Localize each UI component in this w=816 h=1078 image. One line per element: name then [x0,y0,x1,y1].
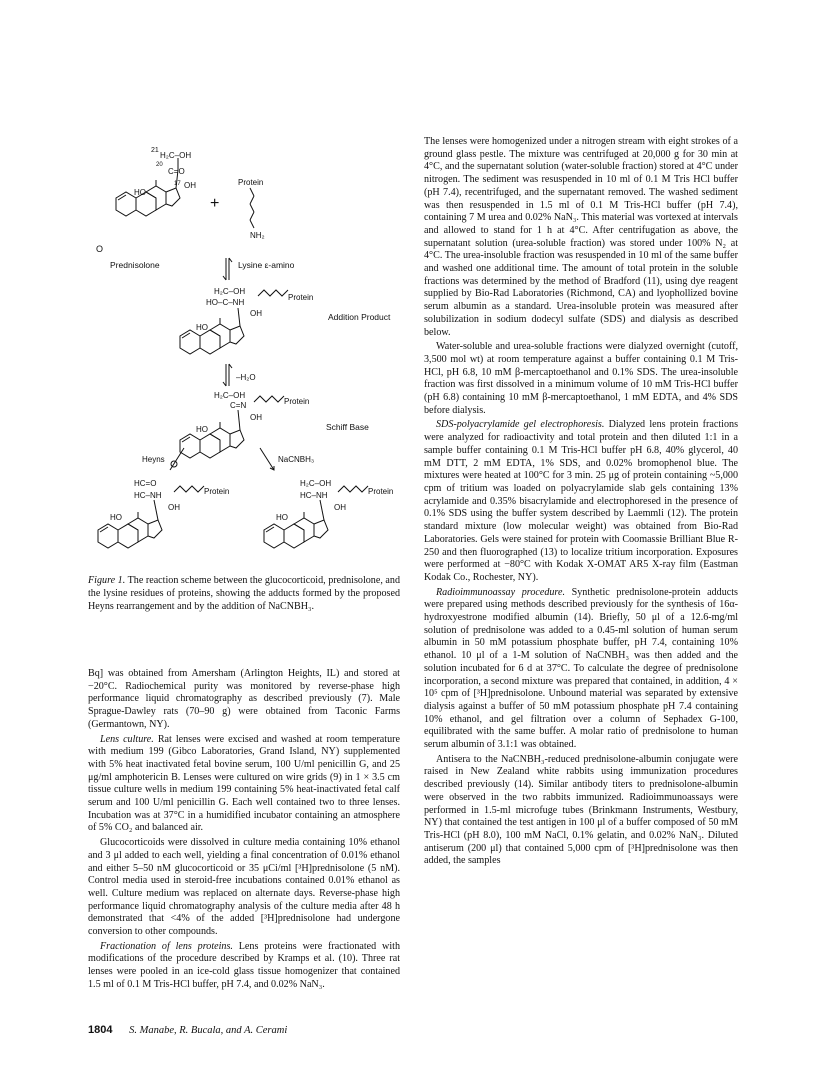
minus-water-label: –H₂O [236,373,256,382]
reduced-top: H₂C–OH [300,479,332,488]
addition-ho: HO [196,323,208,332]
ria-heading: Radioimmunoassay procedure. [436,586,565,598]
ria-text: Synthetic prednisolone-protein adducts were prepared using methods described previously for the synthesis of 16α-hydroxyestrone modified albumin (14). Briefly, 50 μl of a 12.6-mg/ml solution of prednisolone was added to a 0.45-ml solution of human serum albumin in 50 mM potassium phosphate buffer, pH 7.4, containing 10% ethanol. 10 μl of a 1-M solution of NaCNBH₃ was then added and the solution incubated for 6 d at 37°C. To calculate the degree of prednisolone incorporation, a second mixture was prepared that contained, in addition, 4 × 10⁵ cpm of [³H]prednisolone. Unbound material was separated by extensive dialysis against a buffer of 50 mM potassium phosphate pH 7.4 containing 10% ethanol, and gel filtration over a column of Sephadex G-100, equilibrated with the same buffer. A molar ratio of prednisolone to human serum albumin of 3.1:1 was obtained. [424,586,738,751]
antisera-paragraph: Antisera to the NaCNBH₃-reduced prednisolone-albumin conjugate were raised in New Zealand white rabbits using immunization procedures described previously (14). Similar antibody titers to prednisolone-albumin were observed in the two rabbits immunized. Radioimmunoassays were performed in 1.5-ml microfuge tubes (Brinkmann Instruments, Westbury, NY) that contained the test antigen in 100 μl of a buffer composed of 50 mM Tris-HCl (pH 8.0), 100 mM NaCl, 0.1% gelatin, and 0.02% NaN₃. Diluted antiserum (200 μl) that contained 5,000 cpm of [³H]prednisolone was then added, the samples [424,753,738,867]
addition-mid: HO–C–NH [206,298,245,307]
heyns-label: Heyns [142,455,165,464]
heyns-arrow [170,448,184,470]
caption-text: The reaction scheme between the glucocorticoid, prednisolone, and the lysine residues of proteins, showing the adducts formed by the proposed Heyns rearrangement and by the addition of NaCNBH₃. [88,575,400,612]
lysine-label: Lysine ε-amino [238,260,295,270]
c20-label: 20 [156,162,163,168]
right-column [424,136,738,870]
reaction-scheme-figure [88,140,408,570]
heyns-ho: HO [110,513,122,522]
prednisolone-co: C=O [168,167,185,176]
sds-page-paragraph [424,419,738,584]
prednisolone-chain-top: H₂C–OH [160,151,192,160]
addition-product-label: Addition Product [328,312,391,322]
reduced-oh: OH [334,503,346,512]
ria-paragraph [424,587,738,752]
sds-page-heading: SDS-polyacrylamide gel electrophoresis. [436,419,605,431]
glucocorticoids-paragraph: Glucocorticoids were dissolved in culture media containing 10% ethanol and 3 μl added to each well, yielding a final concentration of 0.01% ethanol and either 5–50 nM glucocorticoid or 35 μCi/ml [³H]prednisolone (5 nM). Control media used in steroid-free incubations contained 0.01% ethanol as well. Culture medium was replaced on alternate days. Reverse-phase high performance liquid chromatography analysis of the culture media after 48 h demonstrated that <4% of the added [³H]prednisolone had undergone conversion to other compounds. [88,837,400,938]
prednisolone-ho11: HO [134,188,146,197]
addition-oh: OH [250,309,262,318]
nacnbh3-arrow [260,448,274,470]
fractionation-heading: Fractionation of lens proteins. [100,940,233,952]
c21-label: 21 [151,147,159,154]
lens-culture-text: Rat lenses were excised and washed at room temperature with medium 199 (Gibco Laboratories, Grand Island, NY) supplemented with 5% heat inactivated fetal bovine serum, 100 U/ml penicillin G, and 25 μg/ml amphotericin B. Lenses were cultured on wire grids (9) in 1 × 3.5 cm tissue culture wells in medium 199 containing 5% heat-inactivated fetal calf serum and 100 U/ml penicillin G. Each well contained two to three lenses. Incubation was at 37°C in a humidified incubator containing an atmosphere of 5% CO₂ and balanced air. [88,733,400,834]
schiff-ho: HO [196,425,208,434]
c17-label: 17 [174,181,181,187]
heyns-mid: HC–NH [134,491,162,500]
reduced-mid: HC–NH [300,491,328,500]
heyns-protein: Protein [204,487,230,496]
lysine-protein-label: Protein [238,178,264,187]
lysine-nh2: NH₂ [250,231,265,240]
schiff-base-label: Schiff Base [326,422,369,432]
plus-sign: + [210,195,220,212]
addition-chain-top: H₂C–OH [214,287,246,296]
left-column [88,668,400,994]
o-label: O [96,244,104,254]
reduced-ho: HO [276,513,288,522]
caption-label: Figure 1. [88,575,126,586]
equilibrium-arrow-1 [223,258,232,280]
reduced-protein: Protein [368,487,394,496]
schiff-protein: Protein [284,397,310,406]
homogenization-paragraph: The lenses were homogenized under a nitrogen stream with eight strokes of a ground glass pestle. The mixture was centrifuged at 20,000 g for 30 min at 4°C, and the supernatant solution (water-soluble fraction) stored at 4°C under nitrogen. The sediment was resuspended in 10 ml of 0.1 M Tris HCl buffer (pH 7.4), recentrifuged, and the supernatant removed. The washed sediment was then resuspended in 1.5 ml of 0.1 M Tris-HCl buffer (pH 7.4), containing 7 M urea and 0.02% NaN₃. This material was vortexed at intervals and allowed to stand for 1 h at 4°C. After centrifugation as above, the supernatant solution (urea-soluble fraction) was stored under 100% N₂ at 4°C. The urea-insoluble fraction was resuspended in 10 ml of the same buffer and washed one additional time. The amount of total protein in the soluble fractions was determined by the method of Bradford (11), using dye reagent supplied by Bio-Rad Laboratories (Richmond, CA) and lyophollized bovine serum albumin as a standard. Urea-insoluble protein was measured after solubilization in sodium dodecyl sulfate (SDS) and dialysis as described below. [424,136,738,338]
addition-protein: Protein [288,293,314,302]
page-number: 1804 [88,1024,113,1036]
schiff-oh: OH [250,413,262,422]
footer-authors: S. Manabe, R. Bucala, and A. Cerami [129,1025,288,1036]
heyns-oh: OH [168,503,180,512]
lysine-structure [250,188,254,228]
nacnbh3-label: NaCNBH₃ [278,455,315,464]
lens-culture-heading: Lens culture. [100,733,154,745]
fractionation-text: Lens proteins were fractionated with modifications of the procedure described by Kramps et al. (10). Three rat lenses were pooled in an ice-cold glass tissue homogenizer that contained 1.5 ml of 0.1 M Tris-HCl buffer, pH 7.4, and 0.02% NaN₃. [88,940,400,990]
left-paragraph-0: Bq] was obtained from Amersham (Arlington Heights, IL) and stored at −20°C. Radiochemical purity was monitored by reverse-phase high performance liquid chromatography as described previously (7). Male Sprague-Dawley rats (70–90 g) were obtained from Taconic Farms (Germantown, NY). [88,668,400,730]
schiff-chain-top: H₂C–OH [214,391,246,400]
prednisolone-label: Prednisolone [110,260,160,270]
dialysis-paragraph: Water-soluble and urea-soluble fractions were dialyzed overnight (cutoff, 3,500 mol wt) at room temperature against a buffer containing 0.1 M Tris-HCl, pH 6.8, 10 mM β-mercaptoethanol and 0.1% SDS. The urea-insoluble fraction was first dissolved in a minimum volume of 10 mM Tris-HCl buffer (pH 6.8) containing 10 mM β-mercaptoethanol, 1 mM EDTA, and 4% SDS before dialysis. [424,341,738,416]
lens-culture-paragraph [88,734,400,836]
heyns-top: HC=O [134,479,157,488]
equilibrium-arrow-2 [223,364,232,386]
figure-caption [88,575,400,613]
schiff-mid: C=N [230,401,247,410]
fractionation-paragraph [88,941,400,992]
page-footer [88,1024,287,1036]
prednisolone-oh17: OH [184,181,196,190]
sds-page-text: Dialyzed lens protein fractions were analyzed for radioactivity and total protein and then diluted 1:1 in a sample buffer containing 0.1 M Tris-HCl buffer pH 6.8, 40% glycerol, 40 mM DTT, 2 mM EDTA, 1% SDS, and 0.02% bromophenol blue. The mixtures were heated at 100°C for 3 min. 25 μg of protein containing ~5,000 cpm of tritium was loaded on polyacrylamide slab gels containing 13% acrylamide and 0.35% bisacrylamide and electrophoresed in the presence of 0.1% SDS using the buffer system described by Laemmli (12). The protein standard mixture (low molecular weight) was obtained from Bio-Rad Laboratories. Gels were stained for protein with Coomassie Brilliant Blue R-250 and then fluorographed (13) to localize tritium incorporation. Exposures were performed at −80°C with Kodak X-OMAT AR5 X-ray film (Eastman Kodak Co., Rochester, NY). [424,419,738,583]
